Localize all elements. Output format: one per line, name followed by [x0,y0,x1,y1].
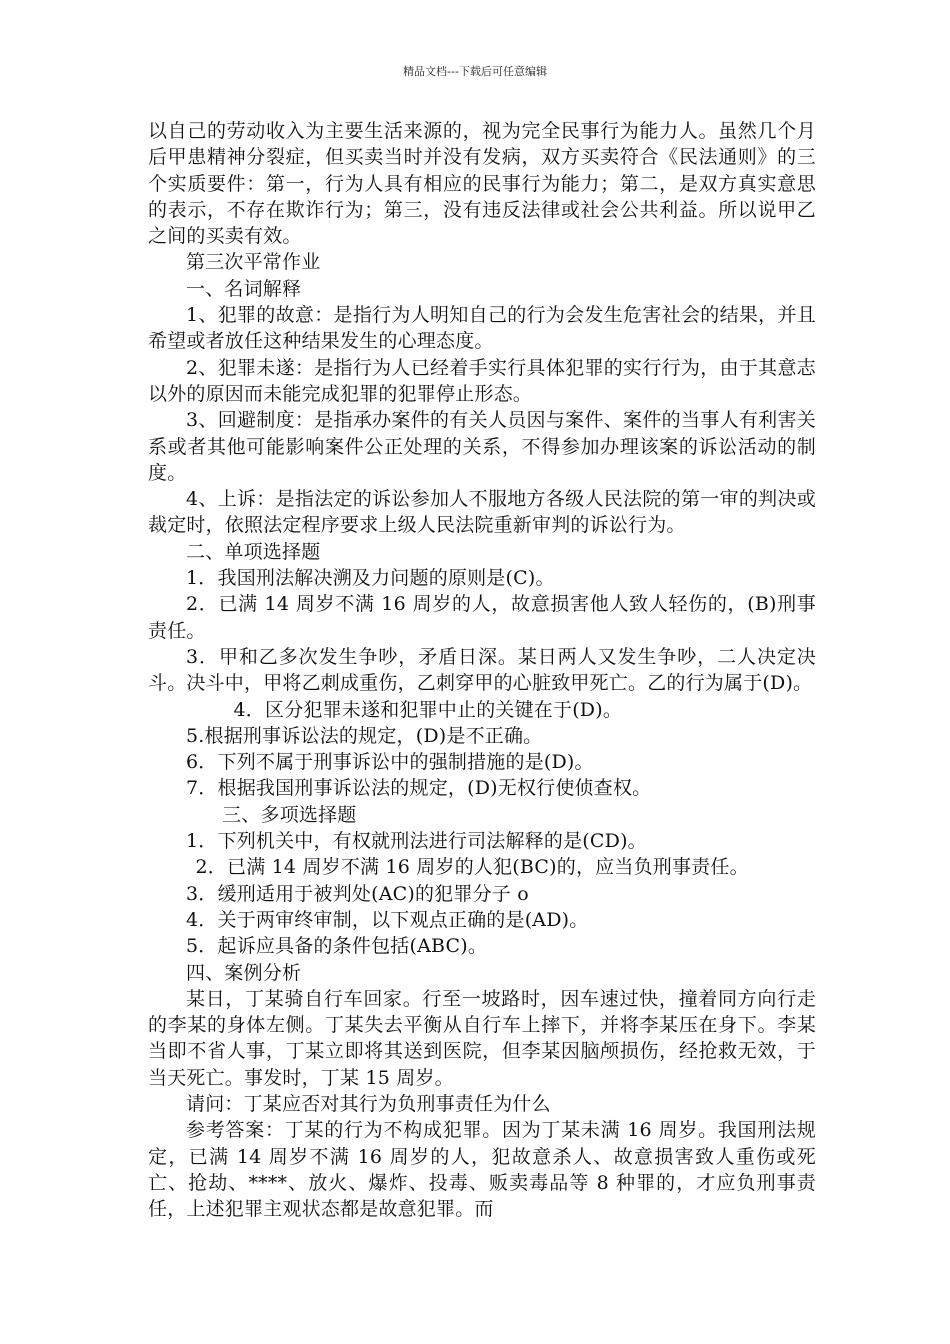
single-choice-item-7: 7．根据我国刑事诉讼法的规定，(D)无权行使侦查权。 [186,777,652,800]
paragraph-contract-validity: 以自己的劳动收入为主要生活来源的，视为完全民事行为能力人。虽然几个月后甲患精神分裂症，但买卖当时并没有发病，双方买卖符合《民法通则》的三个实质要件：第一，行为人具有相应的民事行为能力；第二，是双方真实意思的表示，不存在欺诈行为；第三，没有违反法律或社会公共利益。所以说甲乙之间的买卖有效。 [148,120,816,248]
multiple-choice-item-5: 5．起诉应具备的条件包括(ABC)。 [186,935,488,958]
multiple-choice-item-3: 3．缓刑适用于被判处(AC)的犯罪分子 o [186,882,529,905]
term-criminal-intent: 1、犯罪的故意：是指行为人明知自己的行为会发生危害社会的结果，并且希望或者放任这种结果发生的心理态度。 [148,304,816,353]
case-reference-answer: 参考答案：丁某的行为不构成犯罪。因为丁某未满 16 周岁。我国刑法规定，已满 14 周岁不满 16 周岁的人，犯故意杀人、故意损害致人重伤或死亡、抢劫、****、放火、爆炸、投毒、贩卖毒品等 8 种罪的，才应负刑事责任，上述犯罪主观状态都是故意犯罪。而 [148,1119,816,1221]
multiple-choice-item-4: 4．关于两审终审制，以下观点正确的是(AD)。 [186,908,589,931]
page-header: 精品文档---下载后可任意编辑 [403,65,547,78]
term-appeal: 4、上诉：是指法定的诉讼参加人不服地方各级人民法院的第一审的判决或裁定时，依照法定程序要求上级人民法院重新审判的诉讼行为。 [148,488,816,537]
single-choice-item-4: 4．区分犯罪未遂和犯罪中止的关键在于(D)。 [233,698,623,721]
multiple-choice-item-2: 2．已满 14 周岁不满 16 周岁的人犯(BC)的，应当负刑事责任。 [195,856,749,879]
single-choice-item-5: 5.根据刑事诉讼法的规定，(D)是不正确。 [186,724,543,747]
section-heading-terms: 一、名词解释 [186,277,302,300]
section-title-third-homework: 第三次平常作业 [186,251,321,274]
multiple-choice-item-1: 1．下列机关中，有权就刑法进行司法解释的是(CD)。 [186,830,647,853]
section-heading-single-choice: 二、单项选择题 [186,540,321,563]
single-choice-item-6: 6．下列不属于刑事诉讼中的强制措施的是(D)。 [186,751,594,774]
single-choice-item-2: 2．已满 14 周岁不满 16 周岁的人，故意损害他人致人轻伤的，(B)刑事责任。 [148,593,816,642]
document-body [148,118,816,1222]
case-description: 某日，丁某骑自行车回家。行至一坡路时，因车速过快，撞着同方向行走的李某的身体左侧。丁某失去平衡从自行车上摔下，并将李某压在身下。李某当即不省人事，丁某立即将其送到医院，但李某因脑颅损伤，经抢救无效，于当天死亡。事发时，丁某 15 周岁。 [148,987,816,1089]
single-choice-item-1: 1．我国刑法解决溯及力问题的原则是(C)。 [186,567,555,590]
term-attempted-crime: 2、犯罪未遂：是指行为人已经着手实行具体犯罪的实行行为，由于其意志以外的原因而未能完成犯罪的犯罪停止形态。 [148,356,816,405]
term-recusal-system: 3、回避制度：是指承办案件的有关人员因与案件、案件的当事人有利害关系或者其他可能影响案件公正处理的关系，不得参加办理该案的诉讼活动的制度。 [148,409,816,484]
case-question: 请问：丁某应否对其行为负刑事责任为什么 [186,1092,551,1115]
section-heading-case-analysis: 四、案例分析 [186,961,302,984]
single-choice-item-3: 3．甲和乙多次发生争吵，矛盾日深。某日两人又发生争吵，二人决定决斗。决斗中，甲将乙刺成重伤，乙刺穿甲的心脏致甲死亡。乙的行为属于(D)。 [148,645,816,695]
section-heading-multiple-choice: 三、多项选择题 [222,803,357,826]
